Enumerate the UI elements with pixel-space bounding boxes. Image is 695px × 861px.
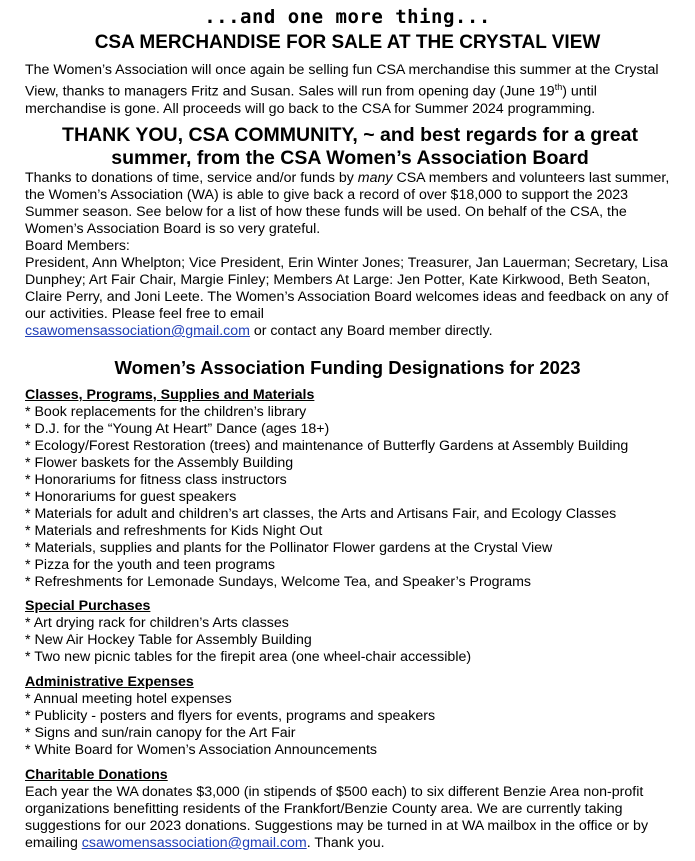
thank-you-title: THANK YOU, CSA COMMUNITY, ~ and best regards for a great summer, from the CSA Women’s Association Board — [62, 124, 638, 169]
merch-title: CSA MERCHANDISE FOR SALE AT THE CRYSTAL VIEW — [94, 32, 601, 53]
list-item: * Art drying rack for children’s Arts classes — [25, 615, 685, 632]
board-members-text: President, Ann Whelpton; Vice President, Erin Winter Jones; Treasurer, Jan Lauerman; Secretary, Lisa Dunphey; Art Fair Chair, Margie Finley; Members At Large: Jen Potter, Kate Kirkwood, Beth Seaton, Claire Perry, and Joni Leete. The Women’s Association Board welcomes ideas and feedback on any of our activities. Please feel free to email — [25, 255, 669, 322]
list-item: * New Air Hockey Table for Assembly Building — [25, 632, 685, 649]
thanks-paragraph — [25, 170, 675, 340]
list-item: * Annual meeting hotel expenses — [25, 691, 685, 708]
merch-paragraph — [25, 62, 675, 118]
thanks-text-b: CSA members and volunteers last summer, the Women’s Association (WA) is able to give back a record of over $18,000 to support the 2023 Summer season. See below for a list of how these funds will be used. On behalf of the CSA, the Women’s Association Board is so very grateful. — [25, 170, 670, 237]
section-charitable — [25, 767, 665, 852]
section-classes — [25, 387, 685, 591]
list-item: * Honorariums for fitness class instructors — [25, 472, 685, 489]
list-item: * Publicity - posters and flyers for events, programs and speakers — [25, 708, 685, 725]
section-list — [25, 691, 685, 759]
section-special-purchases — [25, 598, 685, 666]
list-item: * Honorariums for guest speakers — [25, 489, 685, 506]
section-heading: Special Purchases — [25, 598, 151, 614]
list-item: * Refreshments for Lemonade Sundays, Welcome Tea, and Speaker’s Programs — [25, 574, 685, 591]
merch-superscript: th — [554, 82, 563, 92]
list-item: * Materials, supplies and plants for the Pollinator Flower gardens at the Crystal View — [25, 540, 685, 557]
board-after-email: or contact any Board member directly. — [249, 323, 493, 339]
thanks-text-a: Thanks to donations of time, service and/or funds by — [25, 170, 358, 186]
handwritten-intro: ...and one more thing... — [204, 6, 491, 28]
charity-text: Each year the WA donates $3,000 (in stipends of $500 each) to six different Benzie Area non-profit organizations benefitting residents of the Frankfort/Benzie County area. We are currently taking suggestions for our 2023 donations. Suggestions may be turned in at WA mailbox in the office or by emailing — [25, 784, 649, 851]
board-email-link[interactable]: csawomensassociation@gmail.com — [25, 323, 250, 339]
list-item: * White Board for Women’s Association Announcements — [25, 742, 685, 759]
charity-paragraph — [25, 784, 665, 852]
list-item: * Two new picnic tables for the firepit area (one wheel-chair accessible) — [25, 649, 685, 666]
merch-text-a: The Women’s Association will once again be selling fun CSA merchandise this summer at the Crystal View, thanks to managers Fritz and Susan. Sales will run from opening day (June 19 — [25, 62, 659, 100]
section-list — [25, 615, 685, 666]
list-item: * Flower baskets for the Assembly Building — [25, 455, 685, 472]
list-item: * Materials for adult and children’s art classes, the Arts and Artisans Fair, and Ecology Classes — [25, 506, 685, 523]
charity-after-email: . Thank you. — [306, 835, 385, 851]
section-heading: Administrative Expenses — [25, 674, 194, 690]
section-administrative — [25, 674, 685, 759]
funding-title: Women’s Association Funding Designations for 2023 — [114, 357, 581, 378]
list-item: * D.J. for the “Young At Heart” Dance (ages 18+) — [25, 421, 685, 438]
charity-email-link[interactable]: csawomensassociation@gmail.com — [81, 835, 307, 851]
merch-text-b: ) until merchandise is gone. All proceeds will go back to the CSA for Summer 2024 programming. — [25, 83, 597, 117]
board-label: Board Members: — [25, 238, 130, 254]
list-item: * Materials and refreshments for Kids Night Out — [25, 523, 685, 540]
list-item: * Signs and sun/rain canopy for the Art Fair — [25, 725, 685, 742]
section-heading: Classes, Programs, Supplies and Materials — [25, 387, 315, 403]
section-list — [25, 404, 685, 591]
section-heading: Charitable Donations — [25, 767, 168, 783]
list-item: * Ecology/Forest Restoration (trees) and maintenance of Butterfly Gardens at Assembly Building — [25, 438, 685, 455]
thanks-emphasis: many — [357, 170, 393, 186]
list-item: * Pizza for the youth and teen programs — [25, 557, 685, 574]
list-item: * Book replacements for the children’s library — [25, 404, 685, 421]
